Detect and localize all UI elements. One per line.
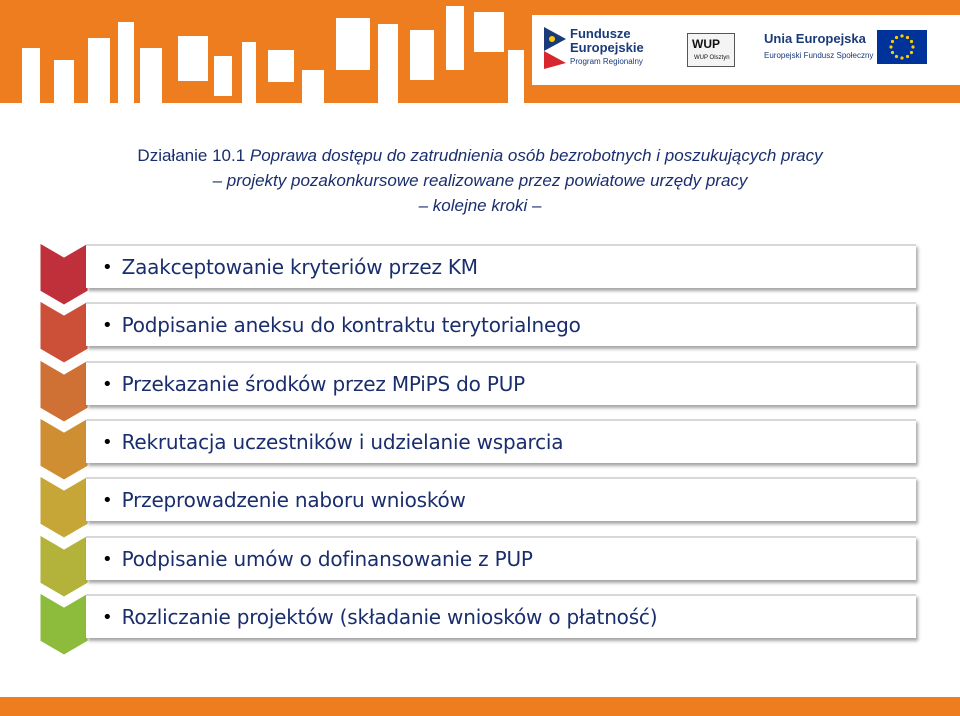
step-item: [86, 477, 916, 521]
wup-logo: WUP WUP Olsztyn: [687, 33, 735, 67]
bullet-icon: •: [102, 314, 113, 336]
step-label: Rozliczanie projektów (składanie wniosków o płatność): [121, 605, 658, 629]
decor-block: [302, 70, 324, 103]
decor-block: [446, 6, 464, 70]
step-item: [86, 244, 916, 288]
logo-strip: [532, 15, 960, 85]
decor-block: [22, 48, 40, 103]
step-label: Zaakceptowanie kryteriów przez KM: [121, 255, 478, 279]
fundusze-subtitle: Program Regionalny: [570, 57, 643, 66]
step-chevron-icon: [40, 535, 88, 597]
footer-bar: [0, 697, 960, 716]
decor-block: [474, 12, 504, 52]
step-label: Przeprowadzenie naboru wniosków: [121, 488, 466, 512]
header-banner: [0, 0, 960, 103]
step-chevron-icon: [40, 476, 88, 538]
decor-block: [268, 50, 294, 82]
step-label: Przekazanie środków przez MPiPS do PUP: [121, 372, 526, 396]
bullet-icon: •: [102, 489, 113, 511]
step-chevron-icon: [40, 243, 88, 305]
decor-block: [242, 42, 256, 103]
eu-flag-icon: [877, 30, 927, 64]
fundusze-title: Fundusze Europejskie: [570, 26, 644, 55]
bullet-icon: •: [102, 431, 113, 453]
step-item: [86, 419, 916, 463]
step-chevron-icon: [40, 301, 88, 363]
step-label: Rekrutacja uczestników i udzielanie wsparcia: [121, 430, 564, 454]
step-chevron-icon: [40, 360, 88, 422]
fundusze-europejskie-logo: [542, 25, 568, 71]
step-item: [86, 594, 916, 638]
step-label: Podpisanie umów o dofinansowanie z PUP: [121, 547, 533, 571]
decor-block: [508, 50, 524, 103]
decor-block: [214, 56, 232, 96]
decor-block: [378, 24, 398, 103]
decor-block: [118, 22, 134, 103]
step-item: [86, 536, 916, 580]
decor-block: [140, 48, 162, 103]
page-title: Działanie 10.1 Poprawa dostępu do zatrudnienia osób bezrobotnych i poszukujących pracy – projekty pozakonkursowe realizowane przez powiatowe urzędy pracy – kolejne kroki –: [137, 146, 823, 215]
decor-block: [410, 30, 434, 80]
bullet-icon: •: [102, 256, 113, 278]
bullet-icon: •: [102, 373, 113, 395]
decor-block: [178, 36, 208, 81]
step-chevron-icon: [40, 593, 88, 655]
decor-block: [336, 18, 370, 70]
step-item: [86, 302, 916, 346]
step-label: Podpisanie aneksu do kontraktu terytorialnego: [121, 313, 581, 337]
efs-subtitle: Europejski Fundusz Społeczny: [764, 51, 874, 60]
bullet-icon: •: [102, 548, 113, 570]
step-item: [86, 361, 916, 405]
step-chevron-icon: [40, 418, 88, 480]
decor-block: [88, 38, 110, 103]
decor-block: [54, 60, 74, 103]
bullet-icon: •: [102, 606, 113, 628]
unia-europejska-title: Unia Europejska: [764, 31, 866, 46]
